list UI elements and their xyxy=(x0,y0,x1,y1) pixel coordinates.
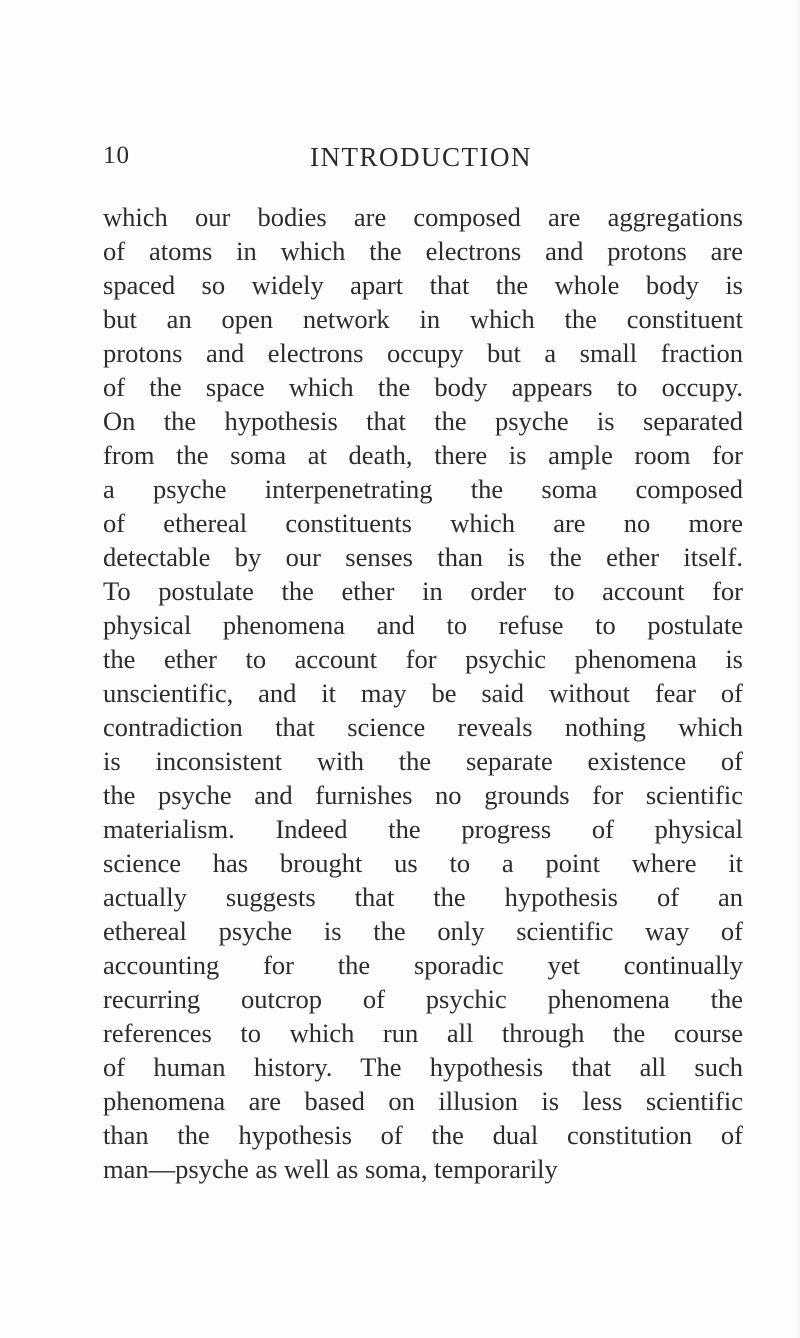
text-line: is inconsistent with the separate existence of xyxy=(103,746,743,776)
text-line: man—psyche as well as soma, temporarily xyxy=(103,1154,558,1184)
text-line: To postulate the ether in order to account for xyxy=(103,576,743,606)
text-line: contradiction that science reveals nothing which xyxy=(103,712,743,742)
text-line: of the space which the body appears to occupy. xyxy=(103,372,743,402)
text-line: of human history. The hypothesis that all such xyxy=(103,1052,743,1082)
text-line: which our bodies are composed are aggregations xyxy=(103,202,743,232)
text-line: the psyche and furnishes no grounds for scientific xyxy=(103,780,743,810)
text-line: from the soma at death, there is ample room for xyxy=(103,440,743,470)
text-line: On the hypothesis that the psyche is separated xyxy=(103,406,743,436)
text-line: a psyche interpenetrating the soma composed xyxy=(103,474,743,504)
text-line: detectable by our senses than is the ether itself. xyxy=(103,542,743,572)
text-line: of ethereal constituents which are no more xyxy=(103,508,743,538)
text-line: but an open network in which the constituent xyxy=(103,304,743,334)
text-line: than the hypothesis of the dual constitution of xyxy=(103,1120,743,1150)
text-line: protons and electrons occupy but a small fraction xyxy=(103,338,743,368)
text-line: references to which run all through the course xyxy=(103,1018,743,1048)
page-number: 10 xyxy=(103,142,130,169)
body-paragraph xyxy=(103,200,743,1186)
text-line: recurring outcrop of psychic phenomena the xyxy=(103,984,743,1014)
text-line: ethereal psyche is the only scientific way of xyxy=(103,916,743,946)
text-line: unscientific, and it may be said without fear of xyxy=(103,678,743,708)
page-header xyxy=(0,142,800,182)
text-line: physical phenomena and to refuse to postulate xyxy=(103,610,743,640)
text-line: of atoms in which the electrons and protons are xyxy=(103,236,743,266)
text-line: accounting for the sporadic yet continually xyxy=(103,950,743,980)
running-head: INTRODUCTION xyxy=(310,142,532,172)
text-line: actually suggests that the hypothesis of an xyxy=(103,882,743,912)
text-line: science has brought us to a point where it xyxy=(103,848,743,878)
page-edge-shadow xyxy=(794,0,800,1338)
text-line: materialism. Indeed the progress of physical xyxy=(103,814,743,844)
text-line: phenomena are based on illusion is less scientific xyxy=(103,1086,743,1116)
text-line: the ether to account for psychic phenomena is xyxy=(103,644,743,674)
text-line: spaced so widely apart that the whole body is xyxy=(103,270,743,300)
